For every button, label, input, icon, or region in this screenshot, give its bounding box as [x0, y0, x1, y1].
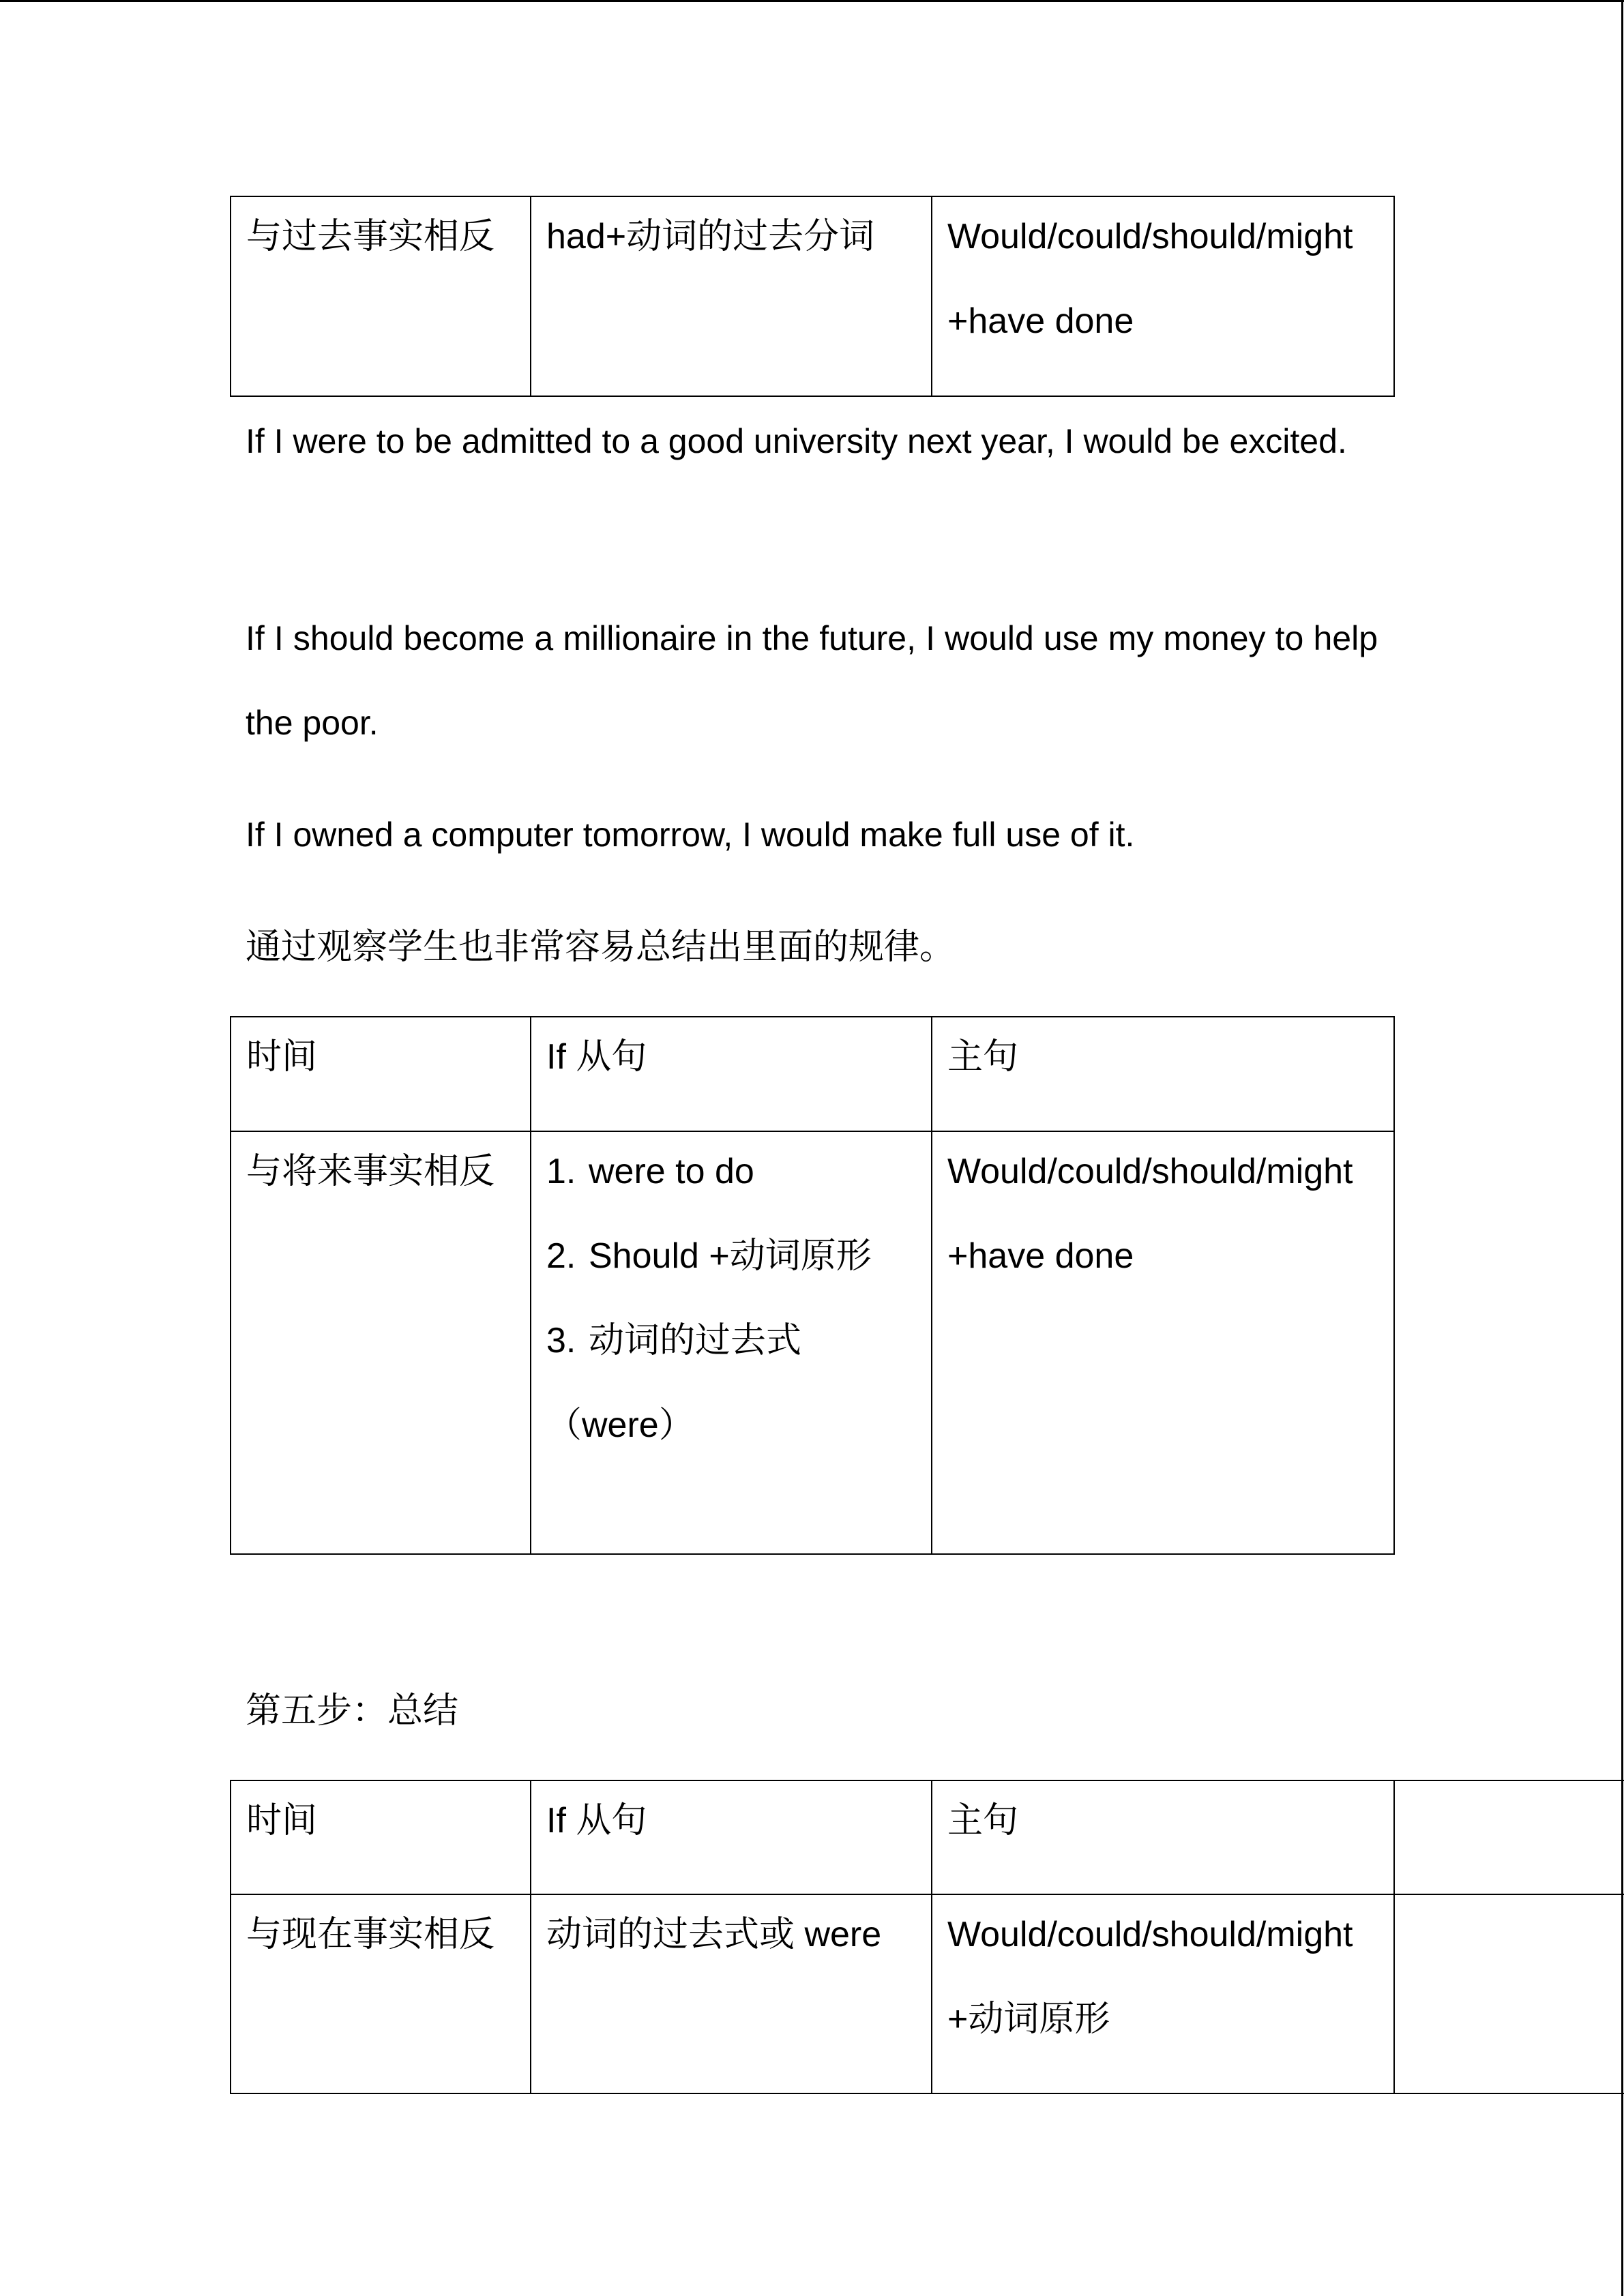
- observation-text: 通过观察学生也非常容易总结出里面的规律。: [246, 927, 956, 968]
- header-extra: [1394, 1780, 1624, 1894]
- list-item: 2. Should +动词原形: [546, 1236, 872, 1276]
- main-clause-cell: Would/could/should/might +have done: [932, 196, 1394, 396]
- table-future-conditional: [230, 1016, 1395, 1555]
- list-item: 1. were to do: [546, 1152, 754, 1191]
- header-if-clause: If 从句: [531, 1017, 932, 1131]
- table-row: [231, 1131, 1394, 1554]
- table-past-conditional: [230, 196, 1395, 397]
- step5-heading: 第五步：总结: [246, 1690, 459, 1731]
- header-main-clause: 主句: [932, 1017, 1394, 1131]
- example-sentence-3: If I owned a computer tomorrow, I would make full use of it.: [246, 816, 1135, 854]
- table-summary: [230, 1780, 1624, 2094]
- header-if-clause: If 从句: [531, 1780, 932, 1894]
- if-clause-cell: 1. were to do 2. Should +动词原形 3. 动词的过去式 （were）: [531, 1131, 932, 1554]
- header-time: 时间: [231, 1780, 531, 1894]
- page-top-border: [0, 0, 1624, 2]
- table-row: [231, 1894, 1624, 2093]
- table-header-row: [231, 1017, 1394, 1131]
- time-cell: 与将来事实相反: [231, 1131, 531, 1554]
- example-sentence-2: If I should become a millionaire in the future, I would use my money to help the poor.: [246, 619, 1378, 742]
- main-clause-cell: Would/could/should/might +have done: [932, 1131, 1394, 1554]
- table-header-row: [231, 1780, 1624, 1894]
- header-time: 时间: [231, 1017, 531, 1131]
- header-main-clause: 主句: [932, 1780, 1394, 1894]
- main-clause-cell: Would/could/should/might +动词原形: [932, 1894, 1394, 2093]
- time-cell: 与现在事实相反: [231, 1894, 531, 2093]
- if-clause-cell: 动词的过去式或 were: [531, 1894, 932, 2093]
- example-sentence-1: If I were to be admitted to a good university next year, I would be excited.: [246, 422, 1347, 460]
- table-row: [231, 196, 1394, 396]
- if-clause-cell: had+动词的过去分词: [531, 196, 932, 396]
- list-item: 3. 动词的过去式: [546, 1320, 802, 1361]
- time-cell: 与过去事实相反: [231, 196, 531, 396]
- extra-cell: [1394, 1894, 1624, 2093]
